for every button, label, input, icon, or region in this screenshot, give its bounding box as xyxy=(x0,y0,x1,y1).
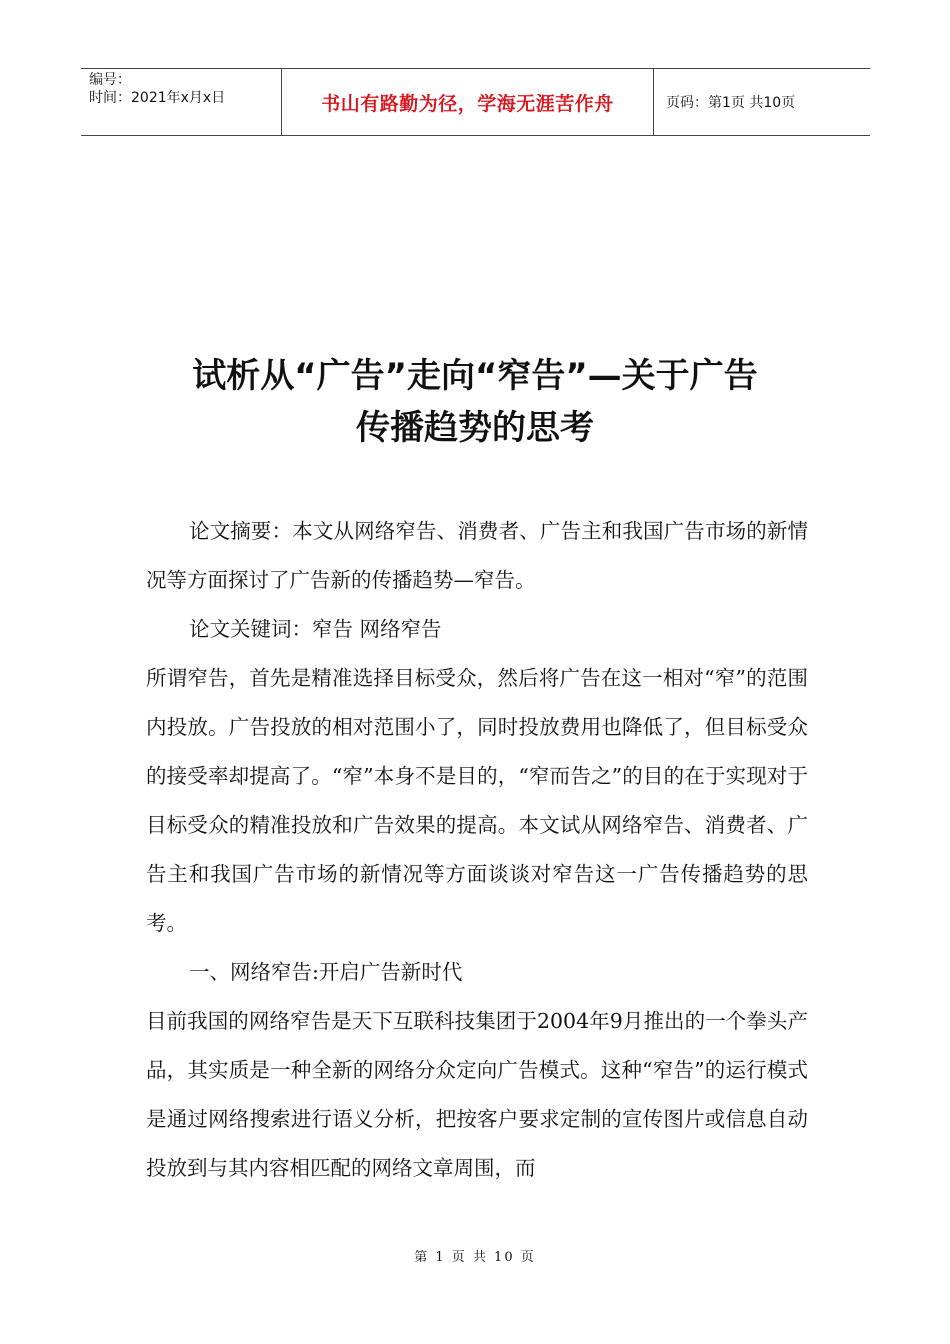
header-page-info: 页码：第1页 共10页 xyxy=(666,95,796,111)
header-number-label: 编号： xyxy=(89,72,131,88)
keywords-paragraph: 论文关键词：窄告 网络窄告 xyxy=(189,617,442,641)
intro-paragraph: 所谓窄告，首先是精准选择目标受众，然后将广告在这一相对“窄”的范围内投放。广告投放的相对范围小了，同时投放费用也降低了，但目标受众的接受率却提高了。“窄”本身不是目的，“窄而告之”的目的在于实现对于目标受众的精准投放和广告效果的提高。本文试从网络窄告、消费者、广告主和我国广告市场的新情况等方面谈谈对窄告这一广告传播趋势的思考。 xyxy=(146,666,808,935)
page-footer: 第 1 页 共 10 页 xyxy=(414,1250,536,1265)
abstract-paragraph: 论文摘要：本文从网络窄告、消费者、广告主和我国广告市场的新情况等方面探讨了广告新的传播趋势—窄告。 xyxy=(146,519,808,592)
header-motto: 书山有路勤为径，学海无涯苦作舟 xyxy=(282,69,654,135)
header-time-label: 时间：2021年x月x日 xyxy=(89,90,226,106)
document-title xyxy=(120,350,830,454)
title-line-2: 传播趋势的思考 xyxy=(356,408,594,448)
document-body xyxy=(146,507,808,1193)
header-meta-cell xyxy=(81,69,282,135)
document-header xyxy=(81,68,870,136)
section-1-paragraph: 目前我国的网络窄告是天下互联科技集团于2004年9月推出的一个拳头产品，其实质是一种全新的网络分众定向广告模式。这种“窄告”的运行模式是通过网络搜索进行语义分析，把按客户要求定制的宣传图片或信息自动投放到与其内容相匹配的网络文章周围，而 xyxy=(146,1009,808,1180)
section-1-heading: 一、网络窄告:开启广告新时代 xyxy=(189,960,463,984)
title-line-1: 试析从“广告”走向“窄告”—关于广告 xyxy=(192,356,758,396)
